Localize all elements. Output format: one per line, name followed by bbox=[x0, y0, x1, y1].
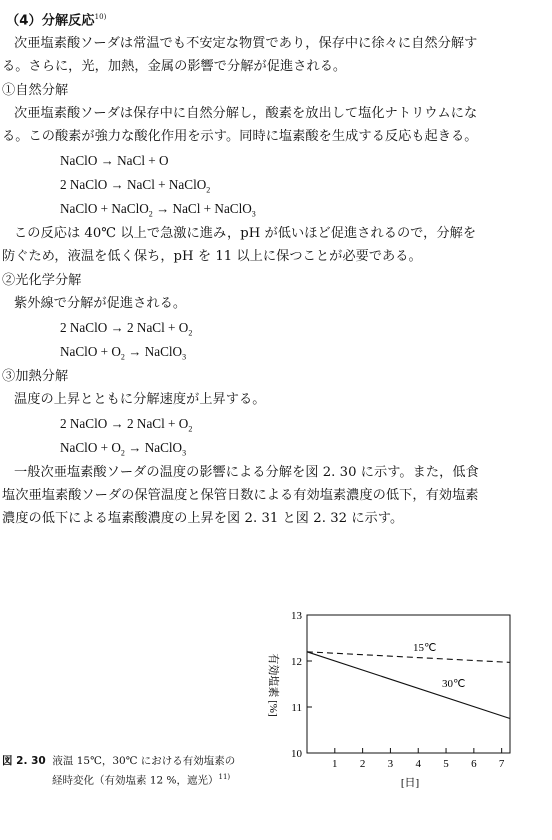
x-tick-label: 2 bbox=[359, 758, 366, 770]
heading-natural: ①自然分解 bbox=[2, 83, 69, 98]
equation-photo-2: NaClO + $O_2$ → NaClO$_3$ bbox=[60, 344, 187, 362]
series-label-15c: 15℃ bbox=[413, 642, 437, 654]
x-axis-label: [日] bbox=[400, 777, 420, 789]
plot-frame bbox=[307, 615, 510, 753]
x-tick-label: 6 bbox=[471, 758, 477, 770]
heading-photo: ②光化学分解 bbox=[2, 273, 82, 288]
y-tick-label: 10 bbox=[291, 748, 302, 760]
x-tick-label: 3 bbox=[387, 758, 394, 770]
figure-caption: 図 2. 30 液温 15℃，30℃ における有効塩素の 経時変化（有効塩素 12 %，遮光）$^{11)}$ bbox=[2, 755, 236, 787]
figure-number: 図 2. 30 bbox=[2, 755, 46, 767]
x-tick-label: 4 bbox=[415, 758, 421, 770]
series-label-30c: 30℃ bbox=[442, 678, 466, 690]
closing-line-3: 濃度の低下による塩素酸濃度の上昇を図 2. 31 と図 2. 32 に示す。 bbox=[2, 511, 404, 526]
decomposition-chart bbox=[250, 605, 530, 805]
intro-line-2: る。さらに，光，加熱，金属の影響で分解が促進される。 bbox=[2, 59, 347, 74]
natural-note-1: この反応は 40℃ 以上で急激に進み，pH が低いほど促進されるので，分解を bbox=[14, 226, 477, 241]
series-line-15c bbox=[307, 652, 510, 663]
x-tick-label: 5 bbox=[443, 758, 449, 770]
natural-text-2: る。この酸素が強力な酸化作用を示す。同時に塩素酸を生成する反応も起きる。 bbox=[2, 129, 478, 144]
equation-natural-3: NaClO + NaClO$_2$ → NaCl + NaClO$_3$ bbox=[60, 201, 256, 219]
y-axis-label: 有効塩素 [%] bbox=[267, 653, 279, 717]
section-title: （4）分解反応$^{10)}$ bbox=[6, 13, 107, 29]
natural-note-2: 防ぐため，液温を低く保ち，pH を 11 以上に保つことが必要である。 bbox=[2, 249, 422, 264]
equation-photo-1: 2 NaClO → 2 NaCl + $O_2$ bbox=[60, 320, 193, 338]
y-tick-label: 13 bbox=[291, 610, 302, 622]
series-line-30c bbox=[307, 652, 510, 719]
heading-heat: ③加熱分解 bbox=[2, 369, 69, 384]
natural-text-1: 次亜塩素酸ソーダは保存中に自然分解し，酸素を放出して塩化ナトリウムにな bbox=[14, 106, 478, 121]
figure-caption-line-2: 経時変化（有効塩素 12 %，遮光） bbox=[52, 774, 219, 787]
equation-heat-2: NaClO + $O_2$ → NaClO$_3$ bbox=[60, 440, 187, 458]
equation-natural-1: NaClO → NaCl + O bbox=[60, 153, 169, 168]
intro-line-1: 次亜塩素酸ソーダは常温でも不安定な物質であり，保存中に徐々に自然分解す bbox=[14, 36, 478, 51]
y-tick-label: 11 bbox=[291, 702, 302, 714]
equation-natural-2: 2 NaClO → NaCl + NaClO$_2$ bbox=[60, 177, 211, 195]
closing-line-2: 塩次亜塩素酸ソーダの保管温度と保管日数による有効塩素濃度の低下，有効塩素 bbox=[2, 488, 479, 503]
heat-text: 温度の上昇とともに分解速度が上昇する。 bbox=[14, 392, 266, 407]
x-tick-label: 1 bbox=[332, 758, 338, 770]
figure-caption-line-1: 液温 15℃，30℃ における有効塩素の bbox=[52, 755, 236, 767]
x-tick-label: 7 bbox=[498, 758, 505, 770]
closing-line-1: 一般次亜塩素酸ソーダの温度の影響による分解を図 2. 30 に示す。また，低食 bbox=[14, 465, 479, 480]
y-tick-label: 12 bbox=[291, 656, 302, 668]
photo-text: 紫外線で分解が促進される。 bbox=[14, 296, 187, 311]
equation-heat-1: 2 NaClO → 2 NaCl + $O_2$ bbox=[60, 416, 193, 434]
